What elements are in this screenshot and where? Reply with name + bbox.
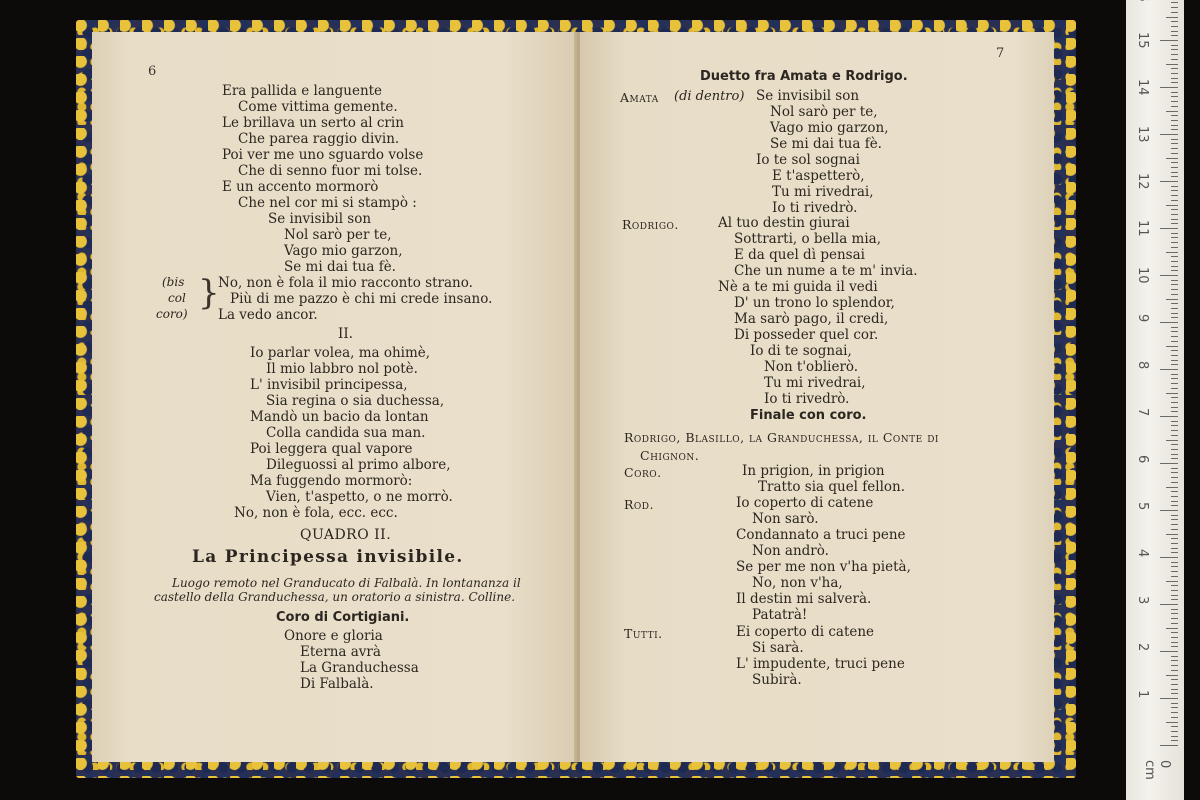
cast-list: Rodrigo, Blasillo, la Granduchessa, il Conte di (624, 430, 939, 445)
speaker-coro: Coro. (624, 465, 662, 480)
ruler-tick (1171, 167, 1178, 168)
ruler-tick (1171, 411, 1178, 412)
stage-direction: Luogo remoto nel Granducato di Falbalà. In lontananza il (172, 576, 521, 590)
dialogue-line: Nol sarò per te, (770, 104, 878, 120)
ruler-tick (1171, 336, 1178, 337)
dialogue-line: Si sarà. (752, 640, 804, 656)
ruler-tick (1171, 736, 1178, 737)
ruler-tick (1171, 684, 1178, 685)
ruler-tick (1160, 745, 1178, 746)
verse-line: Le brillava un serto al crin (222, 115, 404, 131)
ruler-tick (1171, 496, 1178, 497)
dialogue-line: Io ti rivedrò. (764, 391, 850, 407)
ruler-tick (1171, 646, 1178, 647)
ruler-tick (1171, 190, 1178, 191)
dialogue-line: D' un trono lo splendor, (734, 295, 895, 311)
verse-line: L' invisibil principessa, (250, 377, 408, 393)
ruler-tick (1171, 632, 1178, 633)
stage-direction: castello della Granduchessa, un oratorio a sinistra. Colline. (154, 590, 516, 604)
ruler-tick (1166, 205, 1178, 206)
dialogue-line: Tratto sia quel fellon. (758, 479, 906, 495)
ruler-tick (1160, 322, 1178, 323)
ruler-tick (1171, 242, 1178, 243)
ruler-tick (1171, 162, 1178, 163)
cast-list: Chignon. (640, 448, 700, 463)
ruler-tick (1171, 256, 1178, 257)
ruler-tick (1166, 628, 1178, 629)
ruler-tick (1171, 364, 1178, 365)
finale-heading: Finale con coro. (750, 408, 867, 423)
ruler-tick (1171, 153, 1178, 154)
ruler-tick (1160, 463, 1178, 464)
ruler-tick (1171, 599, 1178, 600)
dialogue-line: Condannato a truci pene (736, 527, 906, 543)
ruler-tick (1171, 524, 1178, 525)
right-page (580, 32, 1054, 762)
ruler-tick (1171, 609, 1178, 610)
verse-line: Dileguossi al primo albore, (266, 457, 451, 473)
ruler-tick (1171, 435, 1178, 436)
ruler-tick (1171, 176, 1178, 177)
ruler-tick (1171, 284, 1178, 285)
ruler-tick (1171, 712, 1178, 713)
ruler-tick (1171, 214, 1178, 215)
ruler-tick (1171, 538, 1178, 539)
ruler-tick (1171, 360, 1178, 361)
speaker-tutti: Tutti. (624, 626, 663, 641)
ruler-tick (1171, 78, 1178, 79)
ruler-tick (1171, 642, 1178, 643)
verse-line: Colla candida sua man. (266, 425, 426, 441)
ruler-number: 4 (1135, 549, 1150, 558)
ruler-tick (1160, 134, 1178, 135)
ruler-number: 10 (1135, 267, 1150, 284)
ruler-tick (1171, 519, 1178, 520)
refrain-line: Più di me pazzo è chi mi crede insano. (230, 291, 493, 307)
ruler-tick (1171, 21, 1178, 22)
ruler-tick (1171, 237, 1178, 238)
ruler-tick (1171, 186, 1178, 187)
ruler-tick (1166, 299, 1178, 300)
ruler-number: 13 (1135, 126, 1150, 143)
ruler-tick (1171, 421, 1178, 422)
ruler-tick (1171, 317, 1178, 318)
verse-line: No, non è fola, ecc. ecc. (234, 505, 398, 521)
dialogue-line: Subirà. (752, 672, 802, 688)
dialogue-line: Tu mi rivedrai, (764, 375, 866, 391)
dialogue-line: Se invisibil son (756, 88, 860, 104)
ruler-tick (1171, 92, 1178, 93)
ruler-tick (1171, 247, 1178, 248)
ruler-number: 9 (1135, 314, 1150, 323)
chorus-line: Onore e gloria (284, 628, 383, 644)
ruler-tick (1171, 618, 1178, 619)
ruler-tick (1171, 280, 1178, 281)
ruler-tick (1166, 64, 1178, 65)
ruler-tick (1171, 308, 1178, 309)
ruler-tick (1171, 425, 1178, 426)
ruler-tick (1160, 181, 1178, 182)
ruler-number (1135, 0, 1150, 2)
ruler-tick (1171, 49, 1178, 50)
dialogue-line: Il destin mi salverà. (736, 591, 872, 607)
verse-line: Che parea raggio divin. (238, 131, 400, 147)
ruler-tick (1171, 501, 1178, 502)
ruler-tick (1171, 341, 1178, 342)
ruler-tick (1171, 139, 1178, 140)
ruler-tick (1171, 383, 1178, 384)
speaker-rod: Rod. (624, 497, 654, 512)
verse-line: Io parlar volea, ma ohimè, (250, 345, 431, 361)
ruler-tick (1171, 7, 1178, 8)
ruler-tick (1171, 82, 1178, 83)
verse-line: Che di senno fuor mi tolse. (238, 163, 423, 179)
verse-line: Se invisibil son (268, 211, 372, 227)
dialogue-line: Io coperto di catene (736, 495, 874, 511)
dialogue-line: Di posseder quel cor. (734, 327, 879, 343)
ruler-tick (1171, 571, 1178, 572)
ruler-tick (1171, 665, 1178, 666)
ruler-tick (1166, 440, 1178, 441)
page-number: 6 (148, 64, 157, 79)
ruler-tick (1171, 73, 1178, 74)
chorus-line: Di Falbalà. (300, 676, 374, 692)
ruler-number: 14 (1135, 79, 1150, 96)
ruler-tick (1171, 623, 1178, 624)
dialogue-line: Vago mio garzon, (770, 120, 889, 136)
ruler-tick (1171, 350, 1178, 351)
chorus-heading: Coro di Cortigiani. (276, 610, 410, 625)
verse-line: Mandò un bacio da lontan (250, 409, 429, 425)
ruler-tick (1171, 637, 1178, 638)
ruler-tick (1171, 552, 1178, 553)
ruler-tick (1171, 407, 1178, 408)
ruler-number: 12 (1135, 173, 1150, 190)
ruler-tick (1166, 17, 1178, 18)
dialogue-line: Ei coperto di catene (736, 624, 875, 640)
measuring-ruler (1126, 0, 1184, 800)
ruler-tick (1171, 68, 1178, 69)
dialogue-line: Al tuo destin giurai (718, 215, 850, 231)
verse-line: Vien, t'aspetto, o ne morrò. (266, 489, 453, 505)
bis-note: (bis (162, 275, 185, 289)
ruler-tick (1171, 331, 1178, 332)
ruler-tick (1171, 195, 1178, 196)
dialogue-line: L' impudente, truci pene (736, 656, 905, 672)
ruler-tick (1166, 675, 1178, 676)
verse-line: Se mi dai tua fè. (284, 259, 396, 275)
ruler-tick (1171, 726, 1178, 727)
ruler-tick (1171, 613, 1178, 614)
ruler-tick (1171, 327, 1178, 328)
ruler-tick (1171, 355, 1178, 356)
ruler-tick (1171, 45, 1178, 46)
scene-title: La Principessa invisibile. (192, 547, 464, 567)
dialogue-line: Io ti rivedrò. (772, 200, 858, 216)
dialogue-line: Nè a te mi guida il vedi (718, 279, 878, 295)
dialogue-line: Patatrà! (752, 607, 808, 623)
ruler-tick (1171, 219, 1178, 220)
verse-line: Come vittima gemente. (238, 99, 398, 115)
ruler-tick (1171, 54, 1178, 55)
ruler-tick (1166, 487, 1178, 488)
chorus-line: Eterna avrà (300, 644, 381, 660)
ruler-tick (1160, 416, 1178, 417)
ruler-tick (1166, 252, 1178, 253)
verse-line: Era pallida e languente (222, 83, 383, 99)
verse-line: Poi leggera qual vapore (250, 441, 413, 457)
ruler-tick (1166, 158, 1178, 159)
ruler-unit-label: 0 cm (1142, 760, 1172, 780)
ruler-tick (1171, 703, 1178, 704)
section-numeral: II. (338, 326, 353, 342)
ruler-tick (1171, 402, 1178, 403)
ruler-number: 1 (1135, 690, 1150, 699)
ruler-number: 3 (1135, 596, 1150, 605)
dialogue-line: Non sarò. (752, 511, 819, 527)
ruler-tick (1171, 172, 1178, 173)
ruler-tick (1171, 482, 1178, 483)
ruler-tick (1166, 111, 1178, 112)
ruler-tick (1160, 510, 1178, 511)
verse-line: Che nel cor mi si stampò : (238, 195, 417, 211)
ruler-tick (1171, 595, 1178, 596)
ruler-tick (1171, 374, 1178, 375)
ruler-tick (1171, 270, 1178, 271)
ruler-tick (1160, 604, 1178, 605)
ruler-tick (1171, 543, 1178, 544)
ruler-tick (1171, 143, 1178, 144)
verse-line: Poi ver me uno sguardo volse (222, 147, 424, 163)
dialogue-line: Io di te sognai, (750, 343, 852, 359)
dialogue-line: No, non v'ha, (752, 575, 843, 591)
ruler-number: 8 (1135, 361, 1150, 370)
ruler-tick (1160, 698, 1178, 699)
verse-line: Ma fuggendo mormorò: (250, 473, 413, 489)
dialogue-line: Se per me non v'ha pietà, (736, 559, 911, 575)
dialogue-line: Tu mi rivedrai, (772, 184, 874, 200)
ruler-tick (1171, 96, 1178, 97)
ruler-tick (1171, 261, 1178, 262)
ruler-tick (1171, 693, 1178, 694)
ruler-tick (1171, 679, 1178, 680)
duet-heading: Duetto fra Amata e Rodrigo. (700, 69, 908, 84)
refrain-line: La vedo ancor. (218, 307, 318, 323)
ruler-tick (1160, 651, 1178, 652)
ruler-tick (1171, 397, 1178, 398)
ruler-number: 15 (1135, 32, 1150, 49)
ruler-tick (1171, 444, 1178, 445)
ruler-number: 11 (1135, 220, 1150, 237)
ruler-tick (1171, 731, 1178, 732)
ruler-tick (1160, 369, 1178, 370)
ruler-tick (1171, 233, 1178, 234)
ruler-tick (1171, 491, 1178, 492)
verse-line: Nol sarò per te, (284, 227, 392, 243)
ruler-tick (1171, 2, 1178, 3)
page-number: 7 (996, 46, 1005, 61)
ruler-tick (1171, 209, 1178, 210)
ruler-number: 5 (1135, 502, 1150, 511)
ruler-tick (1171, 31, 1178, 32)
ruler-tick (1171, 449, 1178, 450)
ruler-tick (1171, 505, 1178, 506)
ruler-tick (1171, 689, 1178, 690)
ruler-tick (1160, 275, 1178, 276)
ruler-tick (1166, 581, 1178, 582)
ruler-tick (1171, 740, 1178, 741)
ruler-tick (1171, 26, 1178, 27)
dialogue-line: Io te sol sognai (756, 152, 860, 168)
ruler-tick (1166, 346, 1178, 347)
curly-brace-icon: } (198, 273, 220, 313)
ruler-tick (1171, 200, 1178, 201)
ruler-tick (1171, 59, 1178, 60)
ruler-tick (1171, 585, 1178, 586)
ruler-tick (1171, 115, 1178, 116)
bis-note: coro) (156, 307, 188, 321)
ruler-tick (1171, 378, 1178, 379)
dialogue-line: Sottrarti, o bella mia, (734, 231, 881, 247)
dialogue-line: In prigion, in prigion (742, 463, 885, 479)
ruler-tick (1171, 223, 1178, 224)
dialogue-line: Non andrò. (752, 543, 829, 559)
dialogue-line: Ma sarò pago, il credi, (734, 311, 889, 327)
ruler-number: 6 (1135, 455, 1150, 464)
ruler-tick (1166, 722, 1178, 723)
ruler-tick (1160, 40, 1178, 41)
ruler-tick (1171, 548, 1178, 549)
ruler-tick (1166, 393, 1178, 394)
ruler-tick (1171, 468, 1178, 469)
ruler-tick (1171, 430, 1178, 431)
ruler-tick (1171, 477, 1178, 478)
ruler-tick (1171, 454, 1178, 455)
ruler-tick (1171, 707, 1178, 708)
quadro-heading: QUADRO II. (300, 527, 392, 543)
verse-line: E un accento mormorò (222, 179, 379, 195)
ruler-tick (1171, 106, 1178, 107)
dialogue-line: E t'aspetterò, (772, 168, 865, 184)
ruler-tick (1171, 566, 1178, 567)
ruler-tick (1171, 289, 1178, 290)
ruler-tick (1171, 562, 1178, 563)
ruler-tick (1171, 458, 1178, 459)
ruler-tick (1171, 670, 1178, 671)
ruler-tick (1171, 125, 1178, 126)
verse-line: Vago mio garzon, (284, 243, 403, 259)
ruler-tick (1160, 87, 1178, 88)
ruler-tick (1160, 557, 1178, 558)
ruler-tick (1171, 101, 1178, 102)
dialogue-line: Non t'oblierò. (764, 359, 859, 375)
refrain-line: No, non è fola il mio racconto strano. (218, 275, 473, 291)
ruler-tick (1160, 228, 1178, 229)
dialogue-line: E da quel dì pensai (734, 247, 865, 263)
ruler-tick (1171, 576, 1178, 577)
ruler-tick (1166, 534, 1178, 535)
ruler-tick (1171, 303, 1178, 304)
ruler-tick (1171, 148, 1178, 149)
verse-line: Il mio labbro nol potè. (266, 361, 418, 377)
ruler-tick (1171, 313, 1178, 314)
ruler-tick (1171, 717, 1178, 718)
ruler-tick (1171, 388, 1178, 389)
dialogue-line: Che un nume a te m' invia. (734, 263, 918, 279)
ruler-tick (1171, 515, 1178, 516)
ruler-tick (1171, 529, 1178, 530)
ruler-tick (1171, 35, 1178, 36)
ruler-tick (1171, 266, 1178, 267)
bis-note: col (168, 291, 186, 305)
speaker-amata: Amata (620, 90, 659, 105)
left-page (92, 32, 577, 762)
verse-line: Sia regina o sia duchessa, (266, 393, 445, 409)
ruler-number: 2 (1135, 643, 1150, 652)
ruler-tick (1171, 660, 1178, 661)
speaker-rodrigo: Rodrigo. (622, 217, 679, 232)
ruler-tick (1171, 472, 1178, 473)
ruler-tick (1171, 12, 1178, 13)
stage-direction: (di dentro) (674, 89, 745, 104)
dialogue-line: Se mi dai tua fè. (770, 136, 882, 152)
ruler-number: 7 (1135, 408, 1150, 417)
ruler-tick (1171, 294, 1178, 295)
chorus-line: La Granduchessa (300, 660, 419, 676)
ruler-tick (1171, 120, 1178, 121)
ruler-tick (1171, 129, 1178, 130)
ruler-tick (1171, 656, 1178, 657)
ruler-tick (1171, 590, 1178, 591)
